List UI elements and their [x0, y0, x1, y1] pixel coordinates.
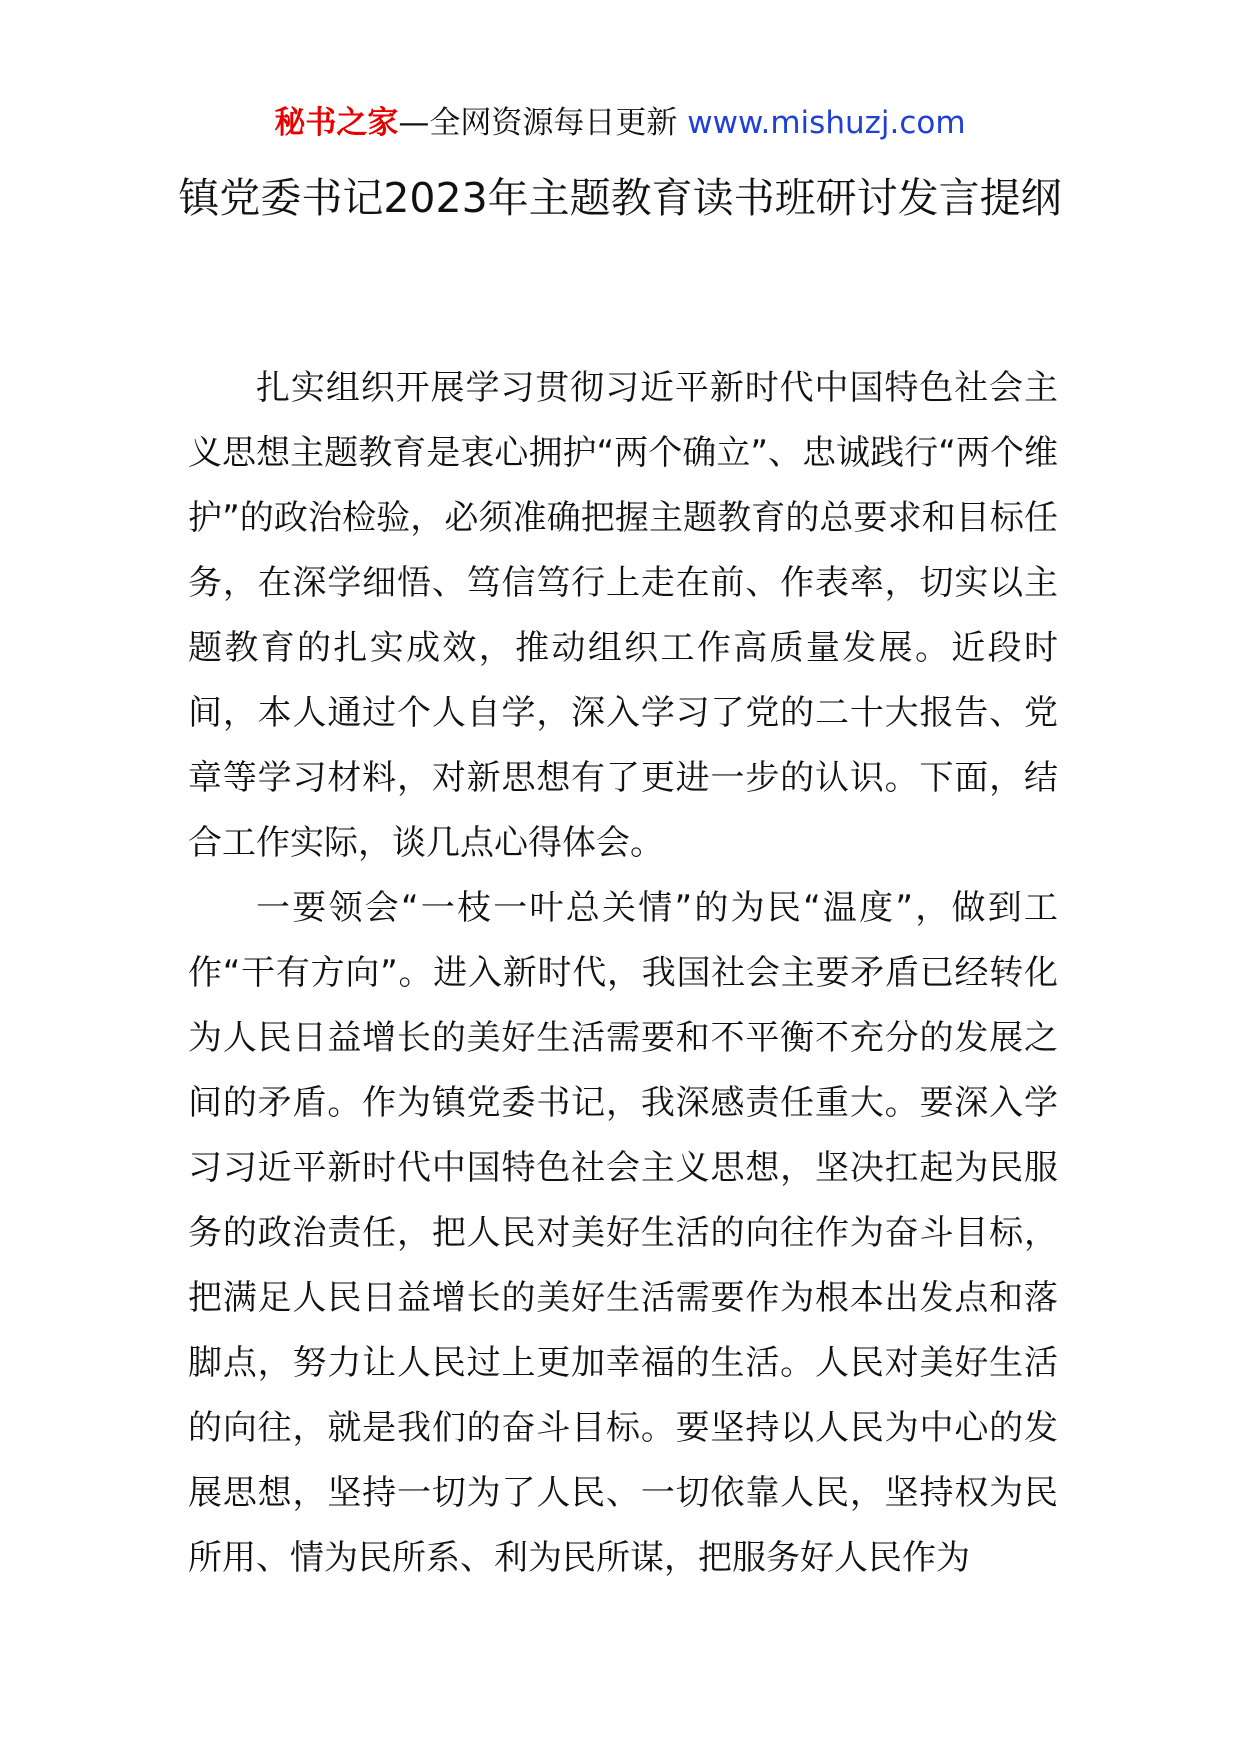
paragraph-intro: 扎实组织开展学习贯彻习近平新时代中国特色社会主义思想主题教育是衷心拥护“两个确立”、忠诚践行“两个维护”的政治检验，必须准确把握主题教育的总要求和目标任务，在深学细悟、笃信笃行上走在前、作表率，切实以主题教育的扎实成效，推动组织工作高质量发展。近段时间，本人通过个人自学，深入学习了党的二十大报告、党章等学习材料，对新思想有了更进一步的认识。下面，结合工作实际，谈几点心得体会。 — [188, 368, 1058, 863]
brand-name: 秘书之家 — [274, 105, 399, 141]
page-header — [0, 103, 1240, 143]
paragraph-point-one: 一要领会“一枝一叶总关情”的为民“温度”，做到工作“干有方向”。进入新时代，我国社会主要矛盾已经转化为人民日益增长的美好生活需要和不平衡不充分的发展之间的矛盾。作为镇党委书记，我深感责任重大。要深入学习习近平新时代中国特色社会主义思想，坚决扛起为民服务的政治责任，把人民对美好生活的向往作为奋斗目标，把满足人民日益增长的美好生活需要作为根本出发点和落脚点，努力让人民过上更加幸福的生活。人民对美好生活的向往，就是我们的奋斗目标。要坚持以人民为中心的发展思想，坚持一切为了人民、一切依靠人民，坚持权为民所用、情为民所系、利为民所谋，把服务好人民作为 — [188, 888, 1058, 1578]
document-title: 镇党委书记2023年主题教育读书班研讨发言提纲 — [178, 174, 1062, 222]
document-body — [188, 356, 1058, 1591]
website-link[interactable]: www.mishuzj.com — [687, 105, 966, 141]
header-tagline: —全网资源每日更新 — [398, 105, 678, 141]
